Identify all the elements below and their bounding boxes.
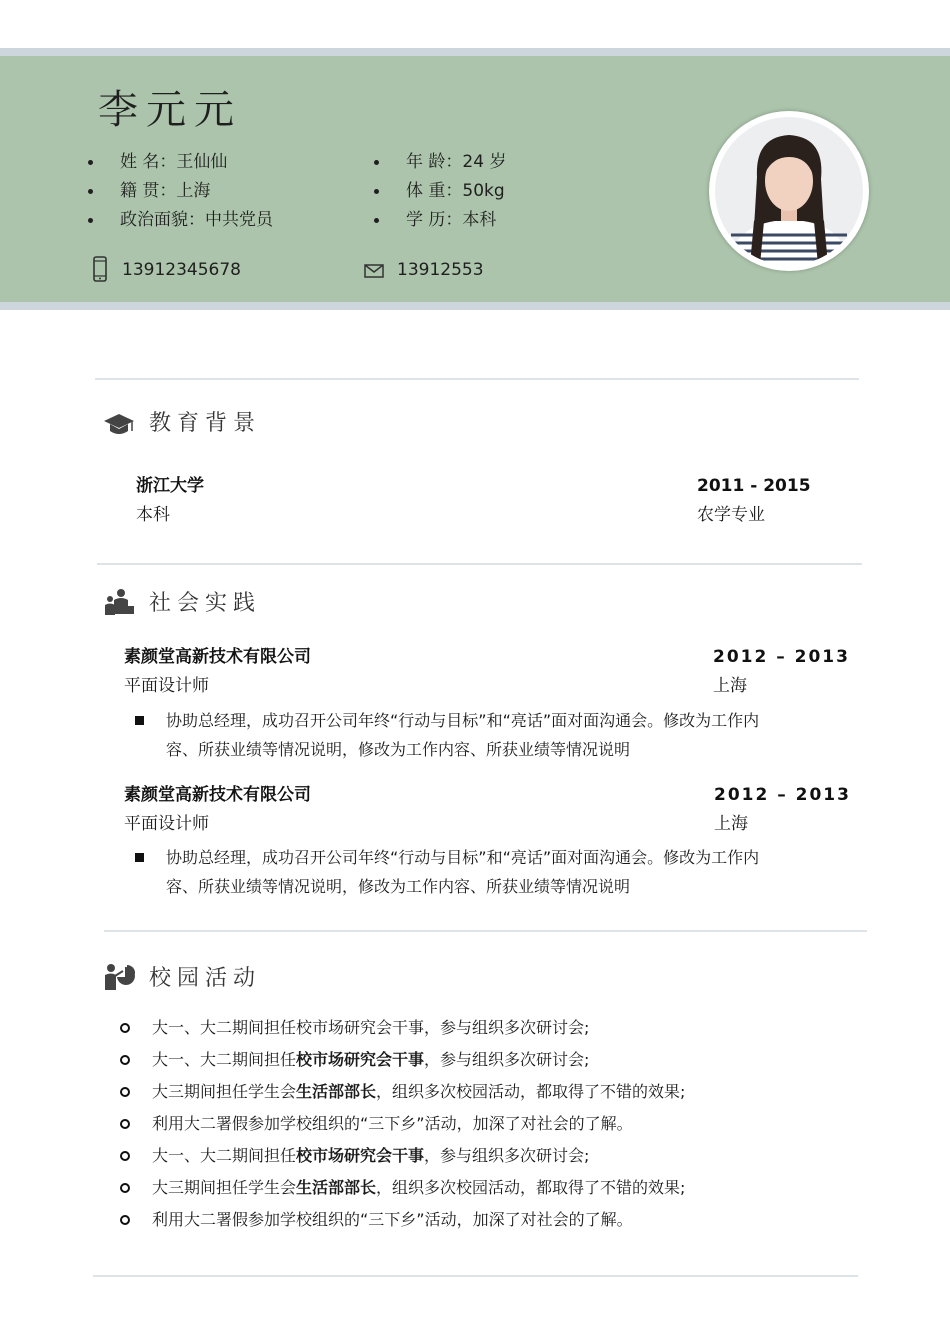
divider [97,563,862,565]
section-title-practice: 社会实践 [149,591,262,616]
job-title: 平面设计师 [124,814,209,834]
section-title-education: 教育背景 [149,411,262,436]
school-name: 浙江大学 [136,476,204,496]
resume-name: 李元元 [98,87,242,133]
practice-dates: 2012 – 2013 [714,785,851,805]
list-item: 利用大二署假参加学校组织的“三下乡”活动，加深了对社会的了解。 [152,1112,633,1136]
bullet-square [135,716,144,725]
job-location: 上海 [713,676,747,696]
list-item: 大三期间担任学生会生活部部长，组织多次校园活动，都取得了不错的效果; [152,1176,685,1200]
divider [95,378,859,380]
info-item: 学 历：本科 [406,208,496,232]
phone-number: 13912345678 [122,260,241,280]
job-title: 平面设计师 [124,676,209,696]
bullet-square [135,853,144,862]
education-dates: 2011 - 2015 [697,476,811,496]
info-item: 政治面貌：中共党员 [120,208,273,232]
business-people-icon [103,588,135,620]
list-item: 大一、大二期间担任校市场研究会干事，参与组织多次研讨会; [152,1016,589,1040]
mail-icon [364,263,384,282]
graduation-cap-icon [103,412,135,442]
job-description: 协助总经理，成功召开公司年终“行动与目标”和“亮话”面对面沟通会。修改为工作内容、所获业绩等情况说明，修改为工作内容、所获业绩等情况说明 [166,711,760,759]
info-item: 体 重：50kg [406,179,505,203]
list-item: 大一、大二期间担任校市场研究会干事，参与组织多次研讨会; [152,1144,589,1168]
degree: 本科 [136,505,170,525]
company-name: 素颜堂高新技术有限公司 [124,785,311,805]
company-name: 素颜堂高新技术有限公司 [124,647,311,667]
major: 农学专业 [697,505,765,525]
info-item: 籍 贯：上海 [120,179,210,203]
phone-icon [93,256,107,286]
job-location: 上海 [714,814,748,834]
section-title-campus: 校园活动 [149,966,262,991]
job-description: 协助总经理，成功召开公司年终“行动与目标”和“亮话”面对面沟通会。修改为工作内容、所获业绩等情况说明，修改为工作内容、所获业绩等情况说明 [166,848,760,896]
info-item: 年 龄：24 岁 [406,150,506,174]
list-item: 利用大二署假参加学校组织的“三下乡”活动，加深了对社会的了解。 [152,1208,633,1232]
divider [104,930,867,932]
list-item: 大一、大二期间担任校市场研究会干事，参与组织多次研讨会; [152,1048,589,1072]
list-item: 大三期间担任学生会生活部部长，组织多次校园活动，都取得了不错的效果; [152,1080,685,1104]
info-item: 姓 名：王仙仙 [120,150,227,174]
presenter-chart-icon [103,963,135,995]
email-value: 13912553 [397,260,484,280]
practice-dates: 2012 – 2013 [713,647,850,667]
divider [93,1275,858,1277]
avatar [709,111,869,271]
